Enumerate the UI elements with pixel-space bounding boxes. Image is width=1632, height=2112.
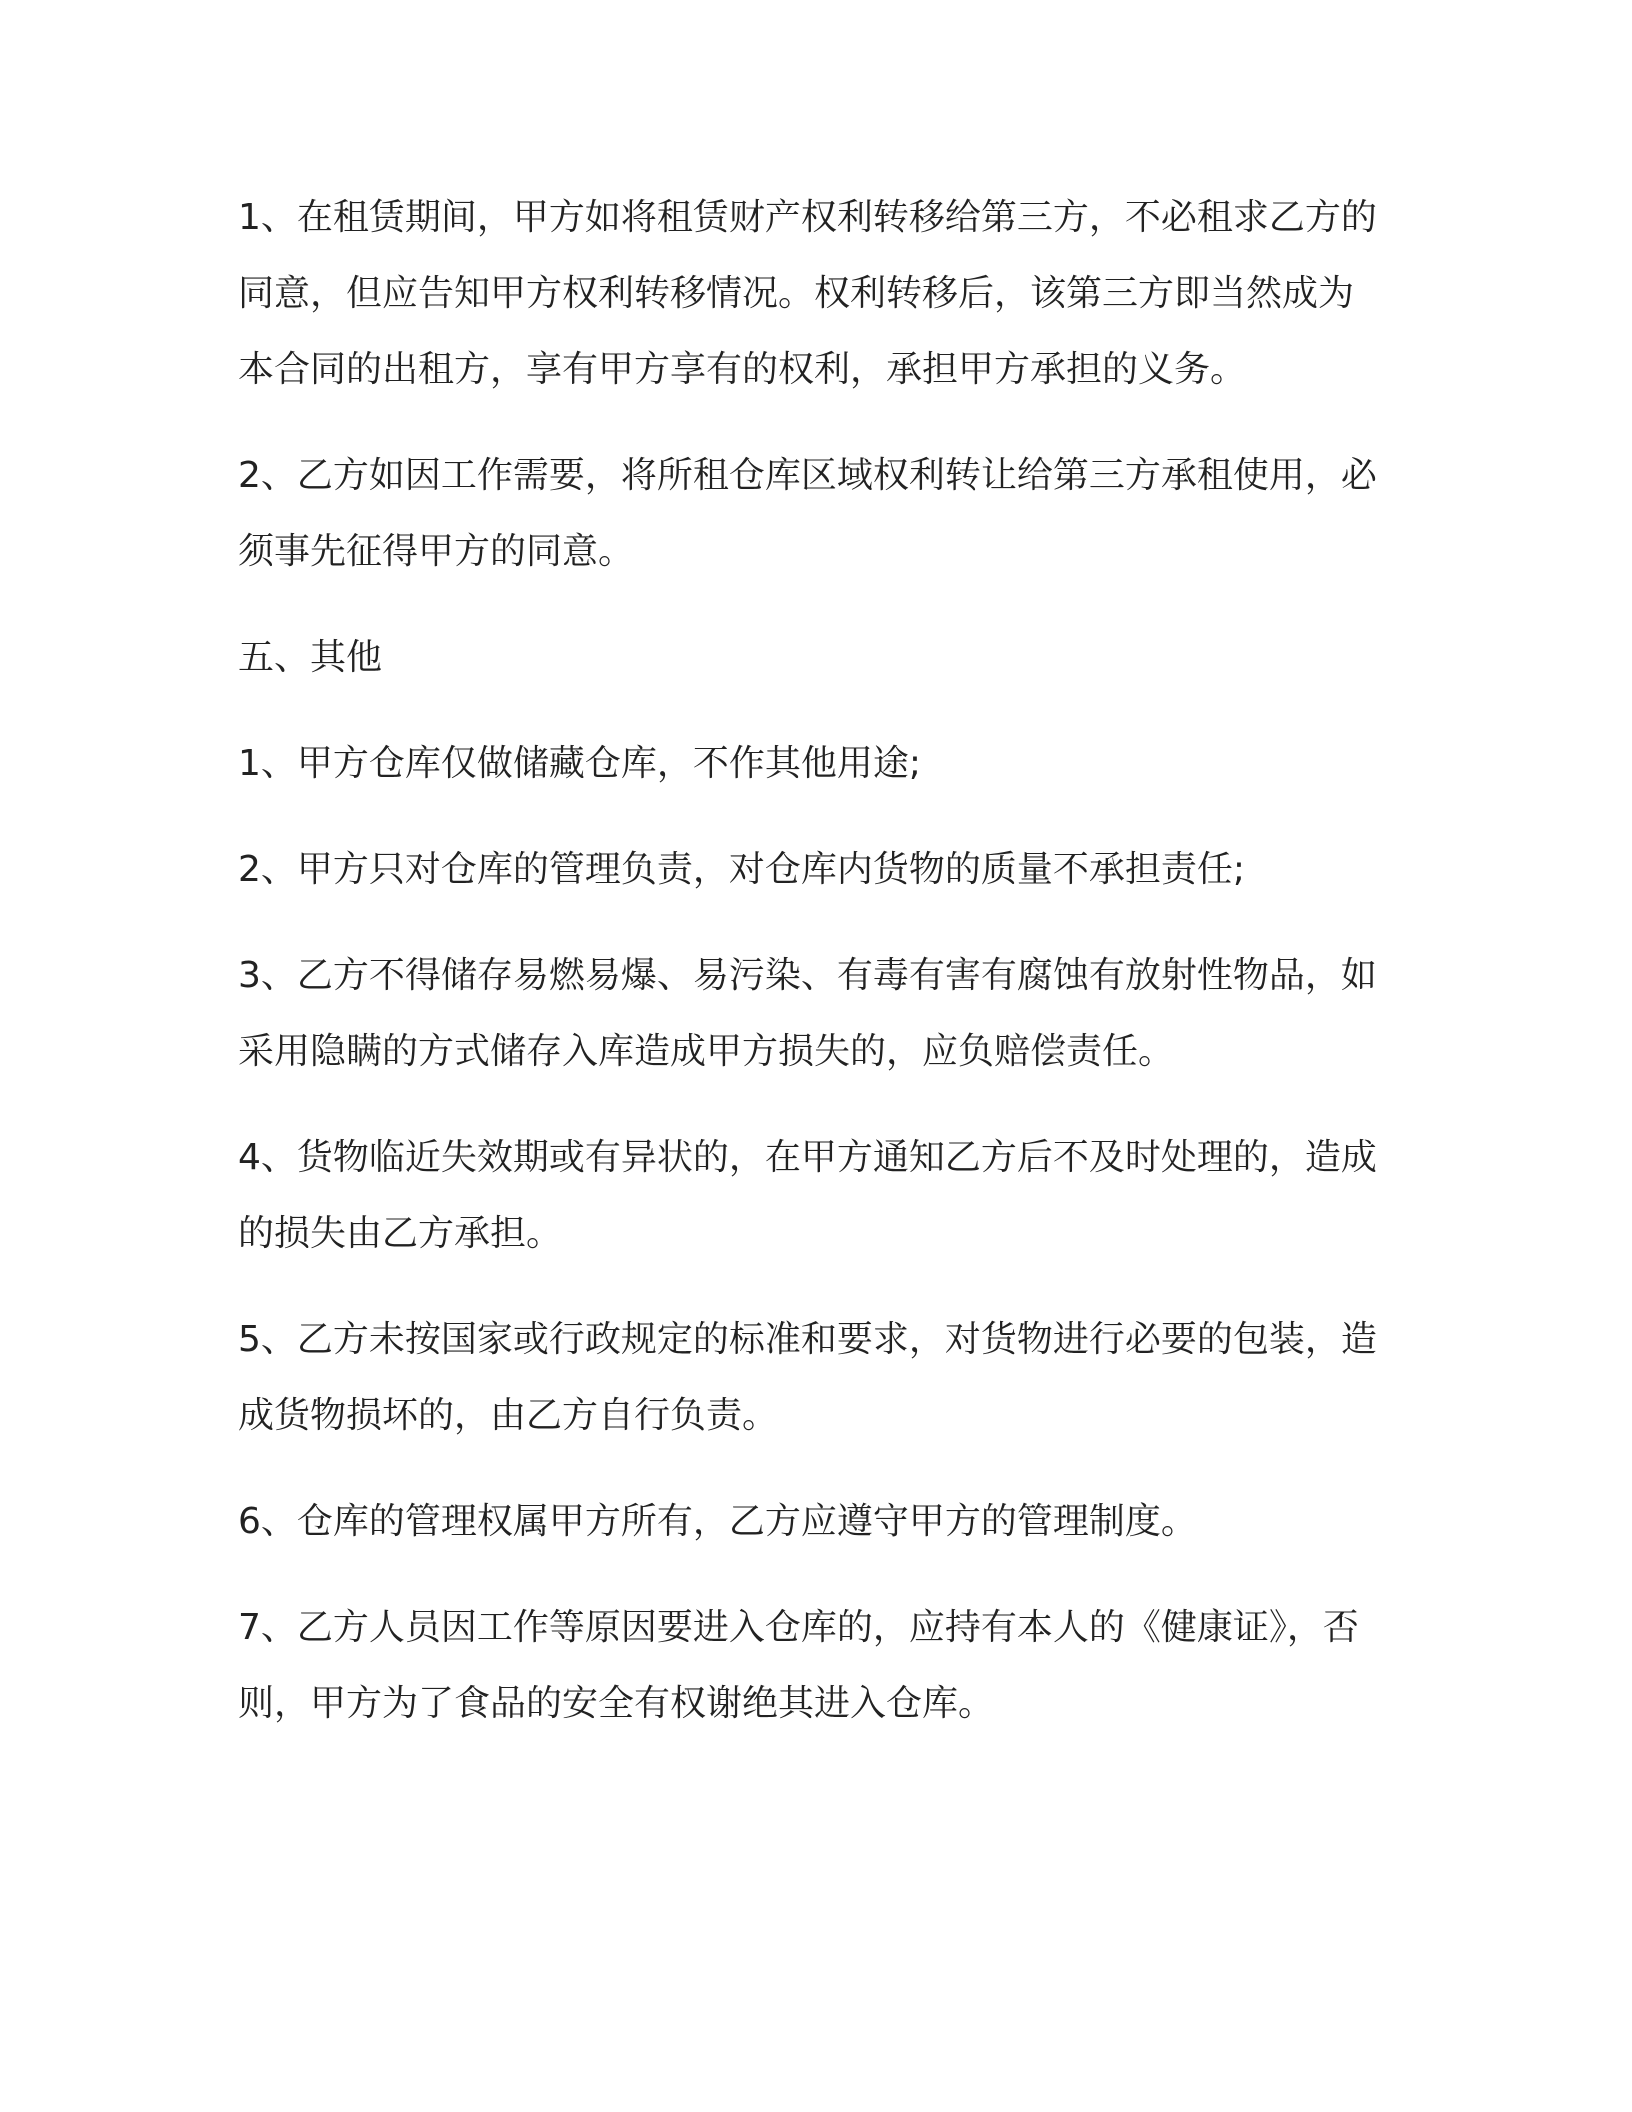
section-heading-other: 五、其他 (238, 637, 383, 678)
clause-sublease-consent: 2、乙方如因工作需要，将所租仓库区域权利转让给第三方承租使用，必须事先征得甲方的同意。 (238, 455, 1377, 572)
section-item: 2、甲方只对仓库的管理负责，对仓库内货物的质量不承担责任; (238, 849, 1246, 890)
document-body (238, 180, 1388, 1772)
section-item: 6、仓库的管理权属甲方所有，乙方应遵守甲方的管理制度。 (238, 1501, 1197, 1542)
section-item: 5、乙方未按国家或行政规定的标准和要求，对货物进行必要的包装，造成货物损坏的，由乙方自行负责。 (238, 1319, 1377, 1436)
section-item: 7、乙方人员因工作等原因要进入仓库的，应持有本人的《健康证》，否则，甲方为了食品的安全有权谢绝其进入仓库。 (238, 1607, 1359, 1724)
clause-transfer-to-third-party: 1、在租赁期间，甲方如将租赁财产权利转移给第三方，不必租求乙方的同意，但应告知甲方权利转移情况。权利转移后，该第三方即当然成为本合同的出租方，享有甲方享有的权利，承担甲方承担的义务。 (238, 197, 1377, 390)
section-item: 3、乙方不得储存易燃易爆、易污染、有毒有害有腐蚀有放射性物品，如采用隐瞒的方式储存入库造成甲方损失的，应负赔偿责任。 (238, 955, 1377, 1072)
section-item: 4、货物临近失效期或有异状的，在甲方通知乙方后不及时处理的，造成的损失由乙方承担。 (238, 1137, 1377, 1254)
section-item: 1、甲方仓库仅做储藏仓库，不作其他用途; (238, 743, 922, 784)
